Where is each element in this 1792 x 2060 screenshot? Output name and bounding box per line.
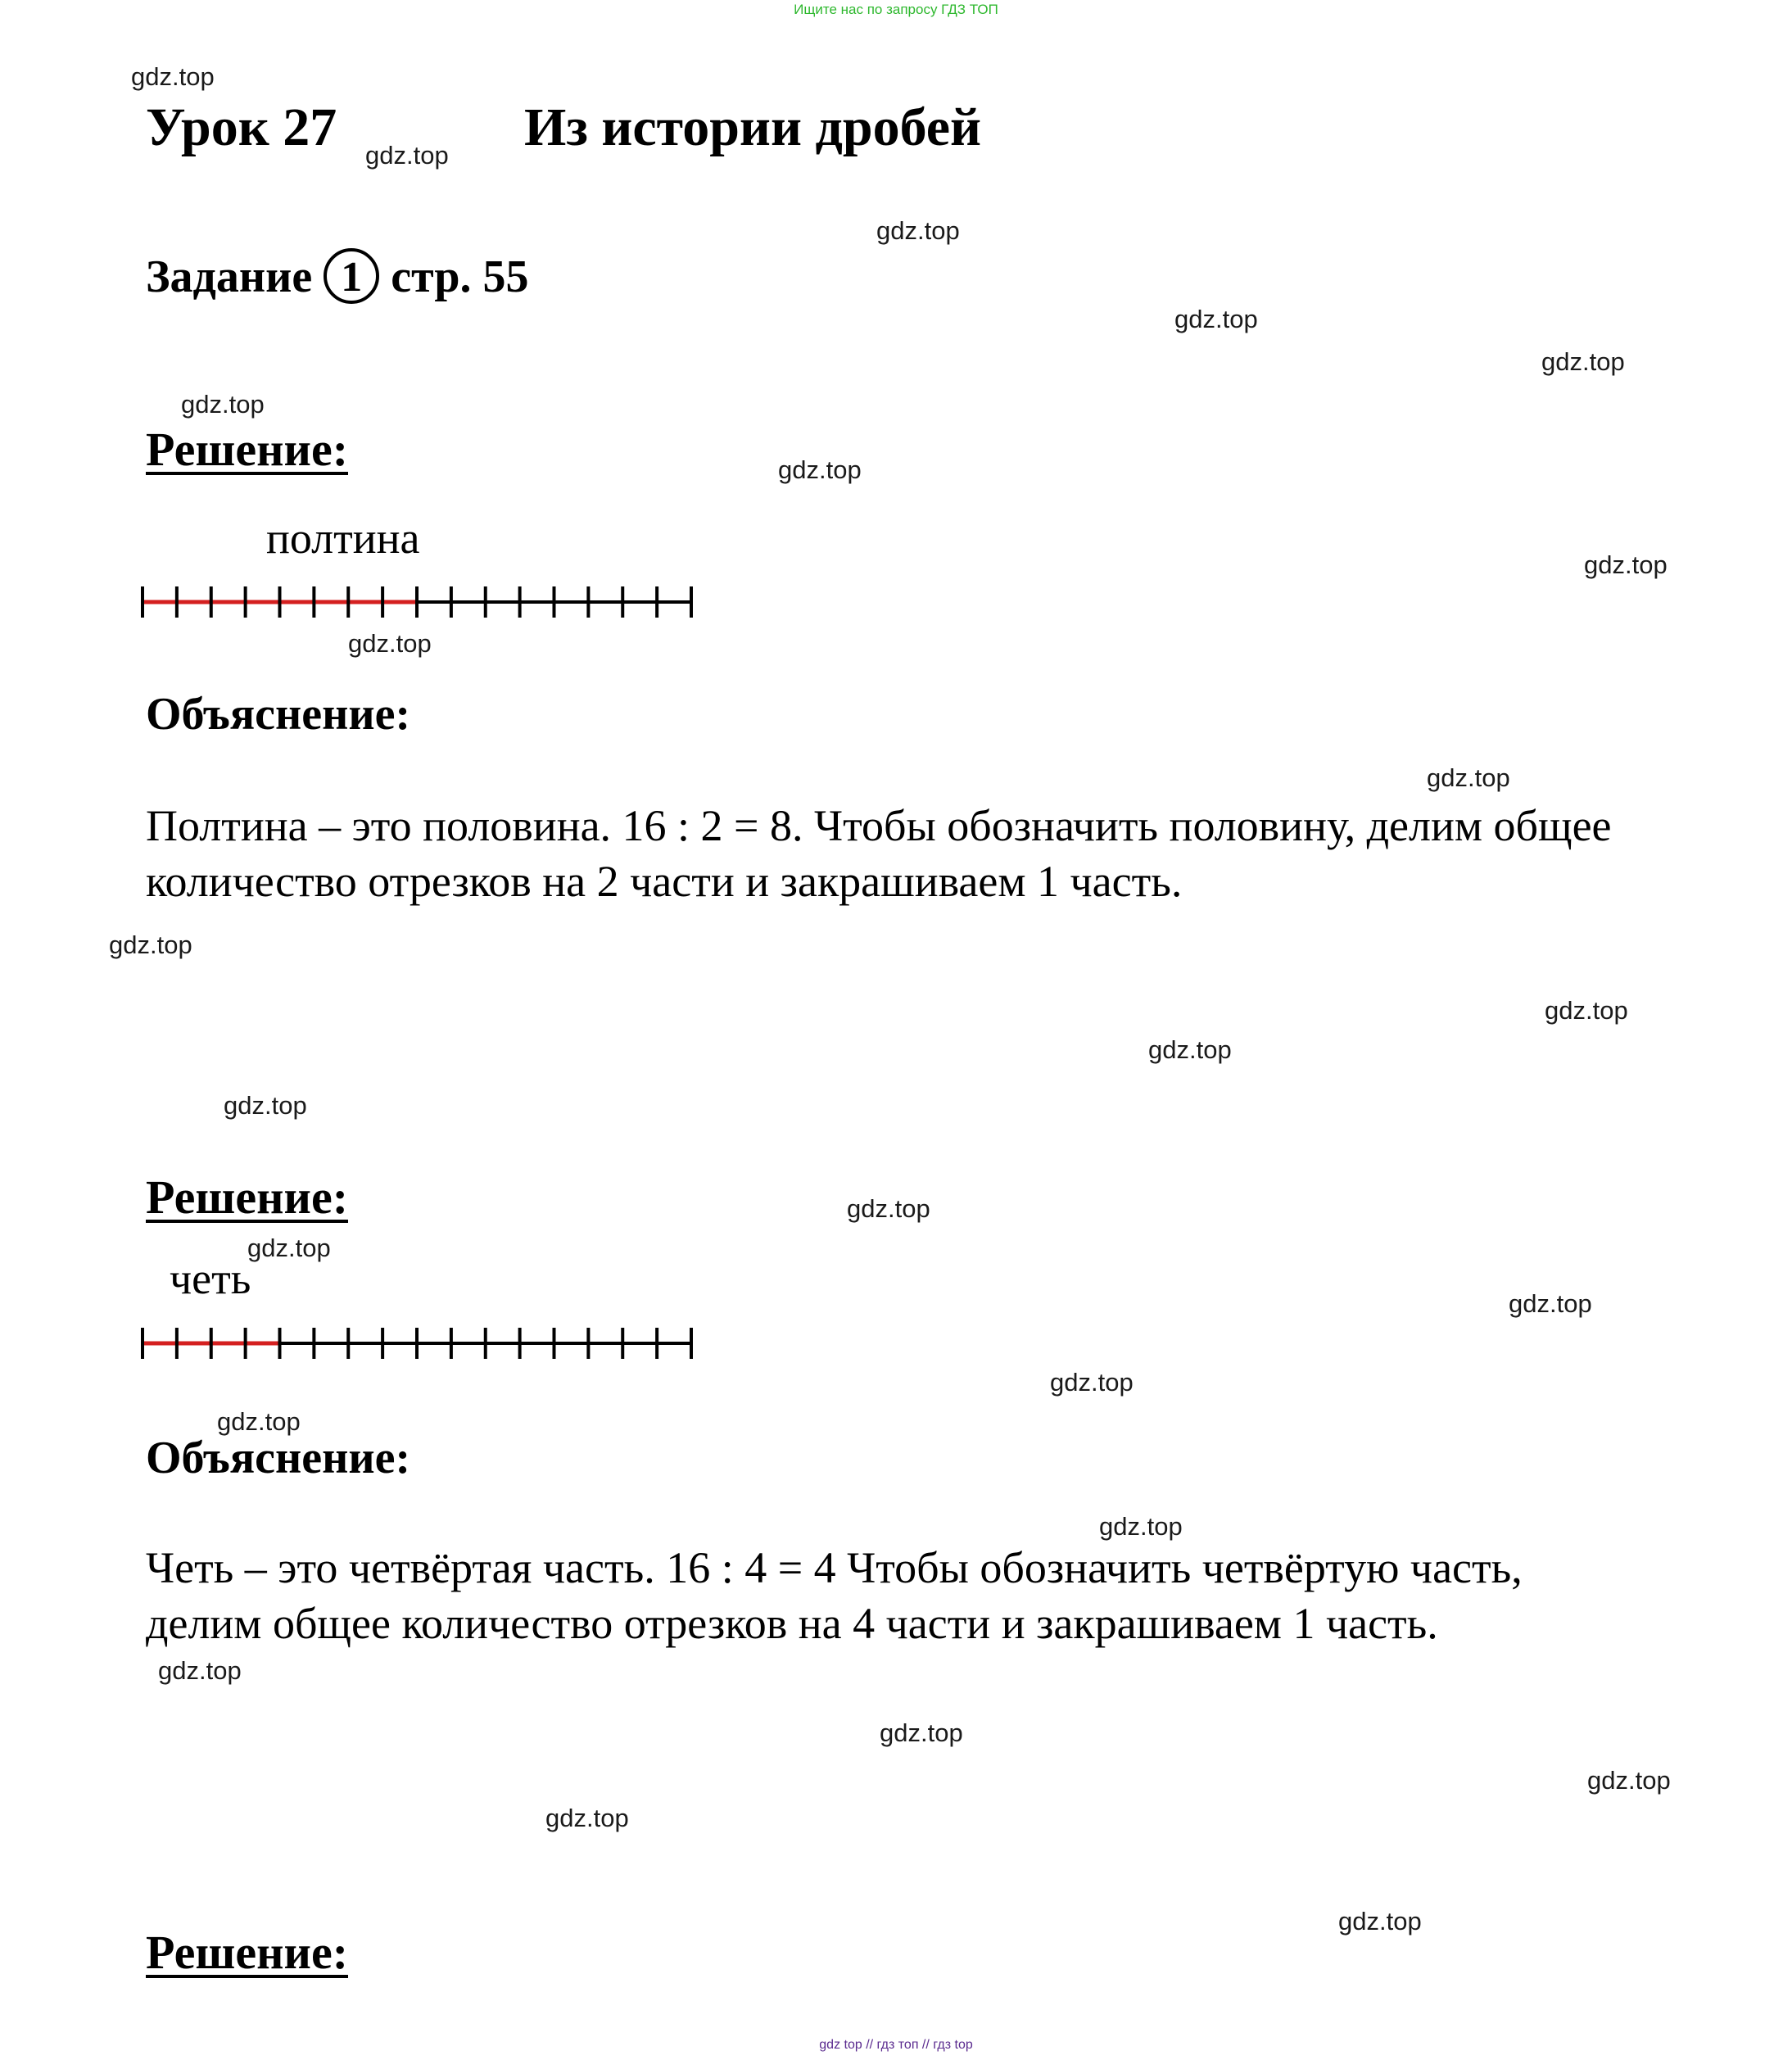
number-line-1 bbox=[139, 582, 704, 623]
explanation-text-2-line-1: Четь – это четвёртая часть. 16 : 4 = 4 Чтобы обозначить четвёртую часть, bbox=[146, 1543, 1523, 1592]
watermark: gdz.top bbox=[348, 629, 432, 658]
footer-text: gdz top // гдз топ // гдз top bbox=[819, 2038, 973, 2052]
watermark: gdz.top bbox=[1584, 550, 1668, 579]
watermark: gdz.top bbox=[217, 1407, 301, 1436]
watermark: gdz.top bbox=[847, 1194, 930, 1223]
task-prefix: Задание bbox=[146, 251, 313, 302]
solution-heading-3: Решение: bbox=[146, 1926, 349, 1979]
task-page: стр. 55 bbox=[391, 251, 529, 302]
solution-heading-2: Решение: bbox=[146, 1170, 349, 1224]
lesson-title: Из истории дробей bbox=[524, 97, 982, 157]
watermark: gdz.top bbox=[1541, 347, 1625, 376]
task-heading bbox=[146, 251, 528, 309]
watermark: gdz.top bbox=[1174, 305, 1258, 333]
explanation-heading-1: Объяснение: bbox=[146, 689, 411, 740]
watermark: gdz.top bbox=[1338, 1907, 1422, 1935]
watermark: gdz.top bbox=[1148, 1035, 1232, 1064]
term-poltina: полтина bbox=[266, 514, 420, 563]
watermark: gdz.top bbox=[1587, 1766, 1671, 1795]
watermark: gdz.top bbox=[181, 390, 265, 419]
watermark: gdz.top bbox=[109, 930, 192, 959]
explanation-heading-2: Объяснение: bbox=[146, 1433, 411, 1483]
explanation-text-1-line-2: количество отрезков на 2 части и закрашиваем 1 часть. bbox=[146, 857, 1183, 906]
solution-heading-1: Решение: bbox=[146, 423, 349, 476]
watermark: gdz.top bbox=[545, 1804, 629, 1832]
watermark: gdz.top bbox=[365, 141, 449, 170]
watermark: gdz.top bbox=[1545, 996, 1628, 1025]
watermark: gdz.top bbox=[778, 455, 862, 484]
top-banner: Ищите нас по запросу ГДЗ ТОП bbox=[794, 2, 998, 17]
watermark: gdz.top bbox=[247, 1234, 331, 1262]
watermark: gdz.top bbox=[1099, 1512, 1183, 1541]
watermark: gdz.top bbox=[224, 1091, 307, 1120]
number-line-2 bbox=[139, 1323, 704, 1364]
watermark: gdz.top bbox=[1427, 763, 1510, 792]
watermark: gdz.top bbox=[1050, 1368, 1134, 1397]
watermark: gdz.top bbox=[1509, 1289, 1592, 1318]
term-chet: четь bbox=[170, 1254, 251, 1303]
lesson-label: Урок 27 bbox=[146, 97, 337, 157]
explanation-text-1-line-1: Полтина – это половина. 16 : 2 = 8. Чтобы обозначить половину, делим общее bbox=[146, 801, 1612, 850]
watermark: gdz.top bbox=[876, 216, 960, 245]
watermark: gdz.top bbox=[131, 62, 215, 91]
watermark: gdz.top bbox=[158, 1656, 242, 1685]
explanation-text-2-line-2: делим общее количество отрезков на 4 части и закрашиваем 1 часть. bbox=[146, 1599, 1438, 1648]
task-number-badge: 1 bbox=[324, 248, 379, 304]
watermark: gdz.top bbox=[880, 1718, 963, 1747]
